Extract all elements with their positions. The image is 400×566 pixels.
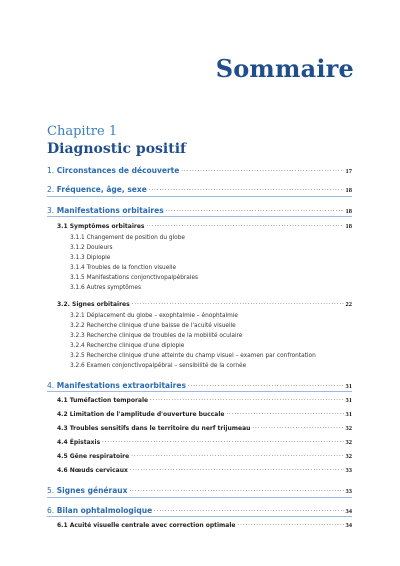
- section-divider: [47, 216, 352, 217]
- toc-entry-4-4[interactable]: [57, 438, 352, 446]
- toc-entry-label: Manifestations extraorbitaires: [56, 381, 186, 390]
- toc-page-number: 31: [345, 397, 352, 404]
- dot-leader: [188, 382, 344, 390]
- toc-page-number: 32: [345, 425, 352, 432]
- toc-subentry[interactable]: 3.2.5 Recherche clinique d'une atteinte du champ visuel – examen par confrontation: [70, 353, 316, 359]
- toc-entry-number: 6.: [47, 506, 55, 515]
- toc-entry-5[interactable]: [47, 486, 352, 495]
- toc-entry-4-1[interactable]: [57, 396, 352, 404]
- toc-entry-4-6[interactable]: [57, 466, 352, 474]
- toc-entry-2[interactable]: [47, 185, 352, 194]
- section-divider: [47, 497, 352, 498]
- toc-entry-4-3[interactable]: [57, 424, 352, 432]
- dot-leader: [102, 438, 343, 446]
- toc-entry-label: 4.4 Épistaxis: [57, 439, 101, 446]
- toc-subentry[interactable]: 3.2.4 Recherche clinique d'une diplopie: [70, 343, 185, 349]
- toc-entry-number: 5.: [47, 486, 55, 495]
- toc-subentry[interactable]: 3.1.2 Douleurs: [70, 245, 113, 251]
- chapter-number: Chapitre 1: [47, 124, 118, 139]
- toc-entry-label: 6.1 Acuité visuelle centrale avec correction optimale: [57, 522, 236, 529]
- dot-leader: [146, 222, 343, 230]
- toc-entry-label: 4.1 Tuméfaction temporale: [57, 397, 149, 404]
- toc-entry-label: 4.5 Gêne respiratoire: [57, 453, 130, 460]
- toc-entry-label: Signes généraux: [56, 486, 128, 495]
- dot-leader: [129, 487, 343, 495]
- toc-entry-label: Circonstances de découverte: [56, 166, 180, 175]
- dot-leader: [226, 410, 343, 418]
- toc-entry-4[interactable]: [47, 381, 352, 390]
- toc-page-number: 32: [345, 453, 352, 460]
- dot-leader: [166, 207, 344, 215]
- toc-entry-3-2[interactable]: [57, 300, 352, 308]
- toc-page-number: 22: [345, 301, 352, 308]
- dot-leader: [238, 521, 344, 529]
- toc-page-number: 32: [345, 439, 352, 446]
- toc-entry-6-1[interactable]: [57, 521, 352, 529]
- toc-entry-label: 3.2. Signes orbitaires: [57, 301, 130, 308]
- toc-subentry[interactable]: 3.1.4 Troubles de la fonction visuelle: [70, 265, 177, 271]
- toc-entry-3[interactable]: [47, 206, 352, 215]
- toc-subentry[interactable]: 3.2.6 Examen conjonctivopalpébral – sensibilité de la cornée: [70, 363, 247, 369]
- toc-page-number: 31: [345, 411, 352, 418]
- page-title: Sommaire: [215, 54, 354, 83]
- dot-leader: [149, 186, 344, 194]
- toc-entry-number: 4.: [47, 381, 55, 390]
- toc-page-number: 18: [345, 223, 352, 230]
- dot-leader: [131, 452, 343, 460]
- toc-page-number: 33: [345, 488, 352, 495]
- section-divider: [47, 516, 352, 517]
- toc-entry-4-2[interactable]: [57, 410, 352, 418]
- toc-subentry[interactable]: 3.2.2 Recherche clinique d'une baisse de l'acuité visuelle: [70, 323, 236, 329]
- toc-entry-number: 3.: [47, 206, 55, 215]
- toc-entry-number: 2.: [47, 185, 55, 194]
- toc-entry-label: Bilan ophtalmologique: [56, 506, 153, 515]
- toc-subentry[interactable]: 3.1.5 Manifestations conjonctivopalpébrales: [70, 275, 199, 281]
- dot-leader: [130, 466, 344, 474]
- toc-subentry[interactable]: 3.1.3 Diplopie: [70, 255, 111, 261]
- toc-subentry[interactable]: 3.2.3 Recherche clinique de troubles de la mobilité oculaire: [70, 333, 243, 339]
- dot-leader: [154, 507, 343, 515]
- toc-page-number: 18: [345, 208, 352, 215]
- toc-subentry[interactable]: 3.1.1 Changement de position du globe: [70, 235, 185, 241]
- toc-page-number: 17: [345, 168, 352, 175]
- dot-leader: [252, 424, 343, 432]
- toc-subentry[interactable]: 3.2.1 Déplacement du globe – exophtalmie – énophtalmie: [70, 313, 238, 319]
- toc-entry-label: 4.3 Troubles sensitifs dans le territoire du nerf trijumeau: [57, 425, 251, 432]
- toc-entry-label: 4.2 Limitation de l'amplitude d'ouverture buccale: [57, 411, 225, 418]
- toc-entry-label: Fréquence, âge, sexe: [56, 185, 147, 194]
- section-divider: [47, 391, 352, 392]
- dot-leader: [132, 300, 344, 308]
- toc-page-number: 31: [345, 383, 352, 390]
- dot-leader: [150, 396, 343, 404]
- toc-page-number: 34: [345, 508, 352, 515]
- toc-entry-label: 4.6 Nœuds cervicaux: [57, 467, 128, 474]
- toc-page-number: 34: [345, 522, 352, 529]
- toc-entry-1[interactable]: [47, 166, 352, 175]
- toc-subentry[interactable]: 3.1.6 Autres symptômes: [70, 285, 142, 291]
- toc-entry-4-5[interactable]: [57, 452, 352, 460]
- section-divider: [47, 196, 352, 197]
- toc-entry-label: Manifestations orbitaires: [56, 206, 164, 215]
- dot-leader: [181, 167, 343, 175]
- toc-page-number: 18: [345, 187, 352, 194]
- toc-entry-number: 1.: [47, 166, 55, 175]
- toc-page-number: 33: [345, 467, 352, 474]
- chapter-title: Diagnostic positif: [47, 141, 187, 157]
- toc-entry-6[interactable]: [47, 506, 352, 515]
- toc-entry-label: 3.1 Symptômes orbitaires: [57, 223, 145, 230]
- toc-entry-3-1[interactable]: [57, 222, 352, 230]
